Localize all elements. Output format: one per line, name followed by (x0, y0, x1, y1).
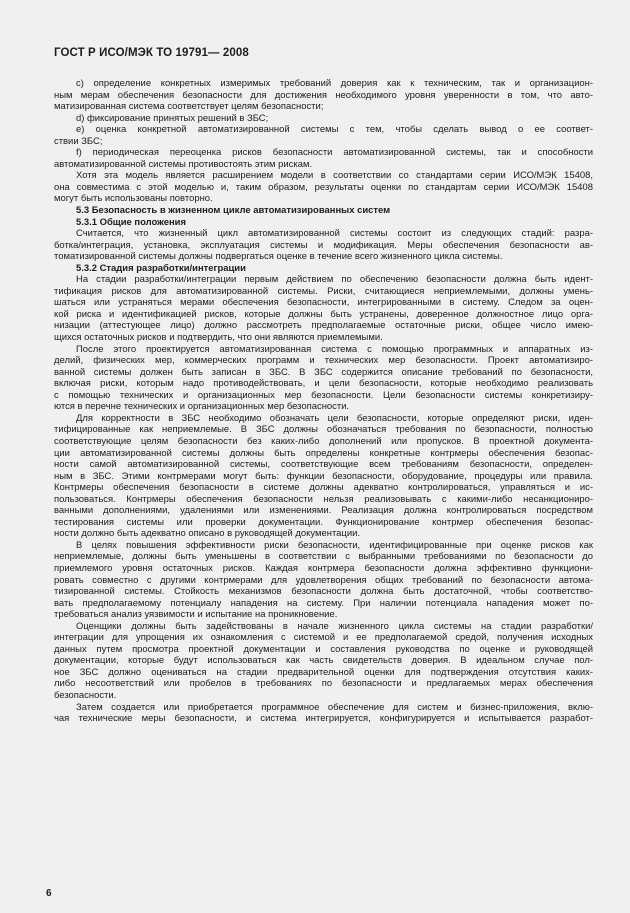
text-line: могут быть использованы повторно. (54, 193, 213, 205)
text-line: низации (аттестующее лицо) должно рассмотреть предполагаемые остаточные риски, общее число имею- (54, 320, 593, 332)
text-line: неприемлемые, должны быть уменьшены в соответствии с выбранными требованиями по безопасности до (54, 551, 593, 563)
text-line: Для корректности в ЗБС необходимо обозначать цели безопасности, которые определяют риски, иден- (76, 412, 593, 424)
paragraph (54, 170, 593, 205)
paragraph (54, 113, 593, 125)
text-line: ровать совместно с другими контрмерами для удовлетворения общих требований по безопасности автома- (54, 574, 593, 586)
page-number: 6 (46, 888, 52, 899)
text-line: ции автоматизированной системы должны быть определены конкретные контрмеры обеспечения безопас- (54, 447, 593, 459)
paragraph (54, 540, 593, 621)
text-line: данных путем просмотра проектной документации и составления руководства по оценке и руководящей (54, 643, 593, 655)
text-line: она совместима с этой моделью и, таким образом, результаты оценки по стандартам серии ИСО/МЭК 15408 (54, 181, 593, 193)
text-line: интеграции для упрощения их ознакомления с системой и ее предполагаемой средой, получения исходных (54, 632, 593, 644)
text-line: требоваться анализ уязвимости и испытание на проникновение. (54, 609, 338, 621)
paragraph (54, 344, 593, 413)
paragraph (54, 78, 593, 113)
text-line: документации, которые будут использоваться как часть свидетельств доверия. В идеальном случае пол- (54, 655, 593, 667)
paragraph (54, 124, 593, 147)
text-line: шаться или устраняться мерами обеспечения безопасности, интегрированными в систему. Следом за оцен- (54, 297, 593, 309)
text-line: безопасности. (54, 689, 117, 701)
paragraph (54, 702, 593, 725)
text-line: c) определение конкретных измеримых требований доверия как к техническим, так и организацион- (76, 78, 593, 89)
text-line: 5.3.2 Стадия разработки/интеграции (76, 262, 246, 274)
text-line: с помощью технических и организационных мер безопасности. Цели безопасности системы конкретизиру- (54, 389, 593, 401)
text-line: кой риска и идентификацией рисков, которые должны быть устранены, доверенное должностное лицо орга- (54, 308, 593, 320)
text-line: Оценщики должны быть задействованы в начале жизненного цикла системы на стадии разработки/ (76, 620, 593, 632)
text-line: ности самой автоматизированной системы, соответствующие всем требованиям безопасности, определен- (54, 459, 593, 471)
text-line: делий, физических мер, коммерческих программ и технических мер безопасности. Проект автоматизиро- (54, 355, 593, 367)
text-line: e) оценка конкретной автоматизированной системы с тем, чтобы сделать вывод о ее соответ- (76, 124, 593, 136)
section-heading (54, 217, 593, 229)
section-heading (54, 263, 593, 275)
text-line: пользоваться. Контрмеры обеспечения безопасности нельзя реализовывать с какими-либо несанкциониро- (54, 493, 593, 505)
text-line: Считается, что жизненный цикл автоматизированной системы состоит из следующих стадий: разра- (76, 228, 593, 240)
text-line: тифицированные как неприемлемые. В ЗБС должны обозначаться требования по безопасности, полностью (54, 424, 593, 436)
text-line: Контрмеры обеспечения безопасности в системе должны адекватно контролироваться, управляться и ис- (54, 482, 593, 494)
text-line: вать предполагаемому потенциалу нападения на систему. При наличии потенциала нападения может по- (54, 597, 593, 609)
section-heading (54, 205, 593, 217)
text-line: В целях повышения эффективности риски безопасности, идентифицированные при оценке рисков как (76, 539, 593, 551)
text-line: томатизированной системы должны подвергаться оценке в течение всего жизненного цикла системы. (54, 251, 503, 263)
text-line: тестирования системы или проверки документации. Функционирование контрмер обеспечения безопас- (54, 516, 593, 528)
text-line: включая риски, которым надо противодействовать, и цели безопасности, которые необходимо реализовать (54, 378, 593, 390)
text-line: ное ЗБС должно оцениваться на стадии предварительной оценки для подтверждения отсутствия каких- (54, 666, 593, 678)
text-line: либо несоответствий или пробелов в требованиях по безопасности и предлагаемых мерах обеспечения (54, 678, 593, 690)
text-line: щихся остаточных рисков и подтвердить, что они являются приемлемыми. (54, 332, 383, 344)
paragraph (54, 147, 593, 170)
text-line: ным мерам обеспечения безопасности для достижения необходимого уровня уверенности в том, что авто- (54, 89, 593, 101)
text-line: чая технические меры безопасности, и система интегрируется, конфигурируется и испытывается разработ- (54, 713, 593, 725)
text-line: приемлемого уровня остаточных рисков. Каждая контрмера безопасности должна эффективно функциони- (54, 562, 593, 574)
text-line: ванными дополнениями, удалениями или изменениями. Реализация должна контролироваться посредством (54, 505, 593, 517)
standard-header: ГОСТ Р ИСО/МЭК ТО 19791— 2008 (54, 47, 249, 59)
text-line: тификация рисков для автоматизированной системы. Риски, считающиеся неприемлемыми, должны умень- (54, 285, 593, 297)
text-line: d) фиксирование принятых решений в ЗБС; (76, 112, 269, 124)
text-line: ванной системы должен быть записан в ЗБС. В ЗБС содержится описание требований по безопасности, (54, 366, 593, 378)
text-line: 5.3 Безопасность в жизненном цикле автоматизированных систем (76, 205, 391, 217)
text-line: 5.3.1 Общие положения (76, 216, 186, 228)
text-line: ным в ЗБС. Этими контрмерами могут быть: функции безопасности, оборудование, процедуры или правила. (54, 470, 593, 482)
text-line: Затем создается или приобретается программное обеспечение для систем и бизнес-приложения, вклю- (76, 701, 593, 713)
text-line: тизированной системы. Стойкость механизмов безопасности должна быть достаточной, чтобы соответство- (54, 586, 593, 598)
text-line: Хотя эта модель является расширением модели в соответствии со стандартами серии ИСО/МЭК 15408, (76, 170, 593, 182)
text-line: ствии ЗБС; (54, 135, 103, 147)
paragraph (54, 413, 593, 540)
text-line: ботка/интеграция, установка, эксплуатация системы и модификация. Меры обеспечения безопасности ав- (54, 239, 593, 251)
text-line: f) периодическая переоценка рисков безопасности автоматизированной системы, так и способности (76, 147, 593, 159)
text-line: соответствующие целям безопасности без каких-либо дополнений или пропусков. В проектной документа- (54, 435, 593, 447)
text-line: На стадии разработки/интеграции первым действием по обеспечению безопасности должна быть идент- (76, 274, 593, 286)
paragraph (54, 621, 593, 702)
text-line: автоматизированной системы противостоять этим рискам. (54, 158, 313, 170)
paragraph (54, 228, 593, 263)
text-line: ности должно быть адекватно описано в руководящей документации. (54, 528, 360, 540)
text-line: ются в перечне технических и организационных мер безопасности. (54, 401, 350, 413)
document-body (54, 78, 593, 725)
text-line: После этого проектируется автоматизированная система с помощью программных и аппаратных из- (76, 343, 593, 355)
text-line: матизированная система соответствует целям безопасности; (54, 101, 324, 113)
paragraph (54, 274, 593, 343)
